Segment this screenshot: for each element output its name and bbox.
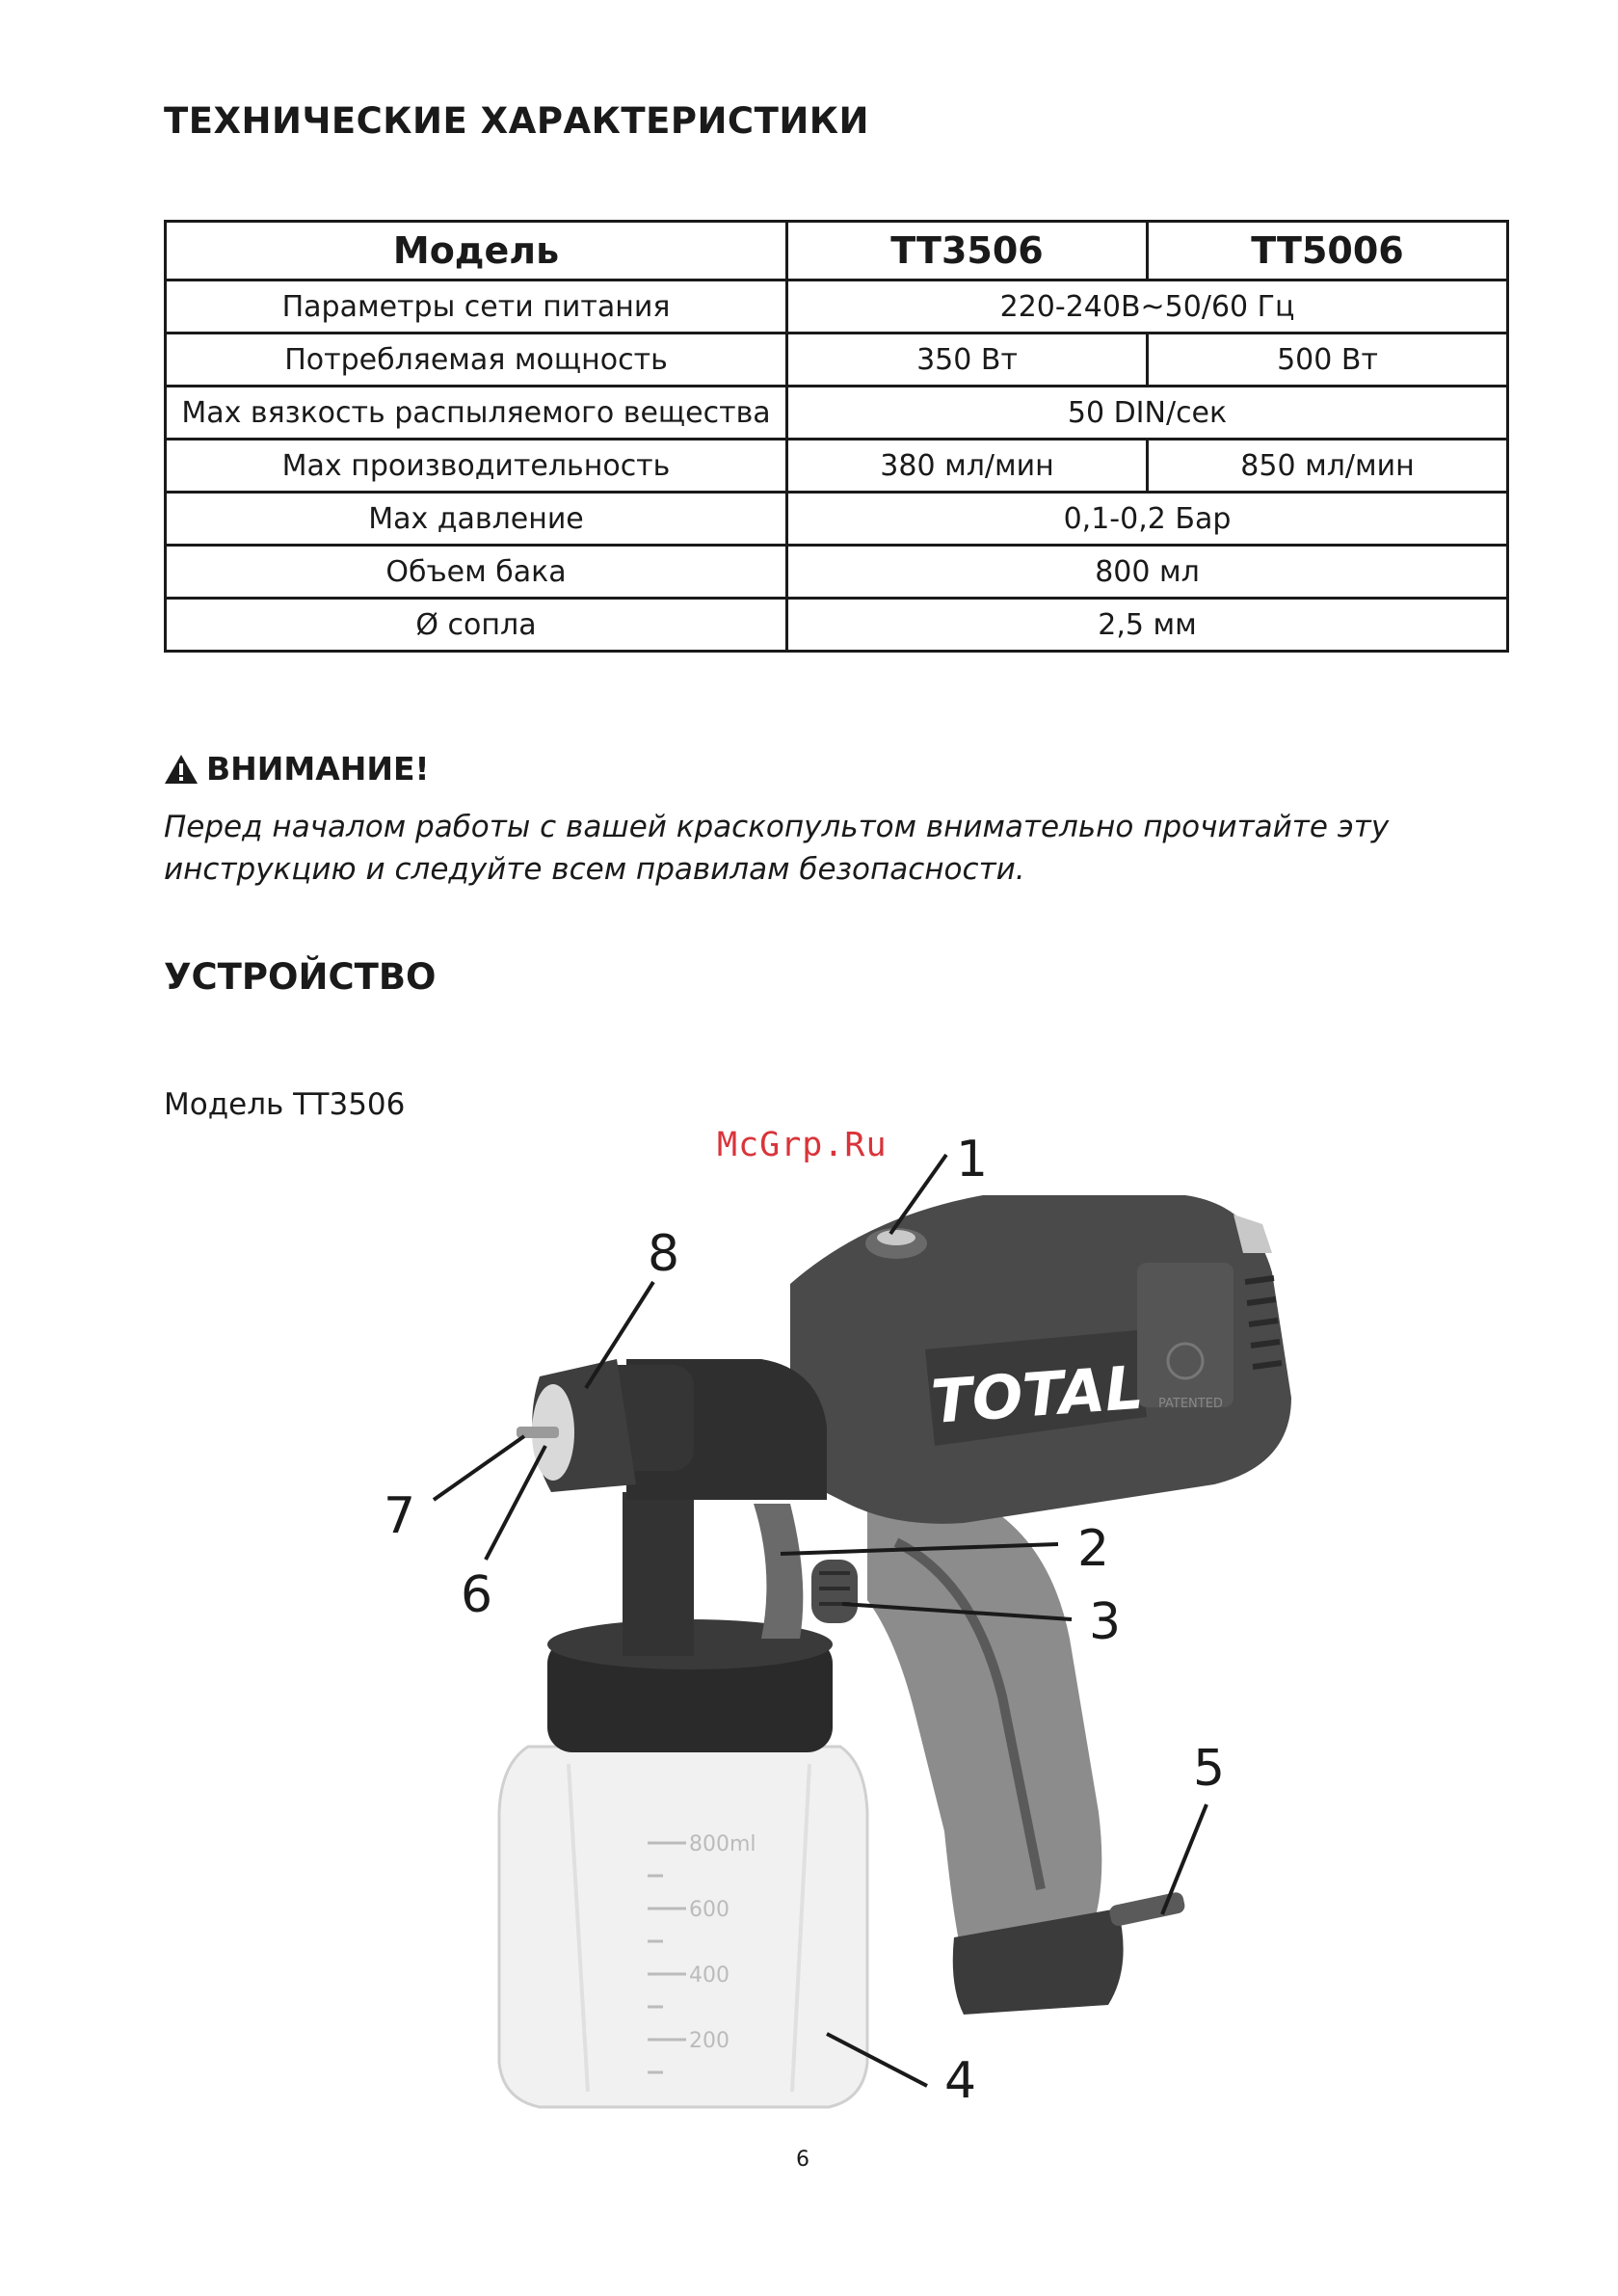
flow-adjust-knob <box>811 1560 858 1623</box>
spray-barrel <box>517 1359 827 1500</box>
header-tt5006: TT5006 <box>1148 222 1508 280</box>
paint-tank <box>499 1747 867 2107</box>
patent-mark: PATENTED <box>1158 1397 1223 1411</box>
tank-scale-label: 200 <box>689 2029 729 2053</box>
value-cell-tt3506: 350 Вт <box>787 334 1148 387</box>
param-cell: Потребляемая мощность <box>166 334 787 387</box>
value-cell-tt5006: 850 мл/мин <box>1148 440 1508 493</box>
tank-scale-label: 800ml <box>689 1832 756 1856</box>
value-cell: 2,5 мм <box>787 599 1508 652</box>
header-model: Модель <box>166 222 787 280</box>
warning-text: Перед началом работы с вашей краскопультом внимательно прочитайте эту инструкцию и следуйте всем правилам безопасности. <box>164 810 1390 887</box>
callout-4: 4 <box>944 2052 977 2110</box>
value-cell-tt5006: 500 Вт <box>1148 334 1508 387</box>
value-cell-tt3506: 380 мл/мин <box>787 440 1148 493</box>
callout-line-6 <box>486 1446 545 1560</box>
callout-2: 2 <box>1077 1520 1110 1578</box>
header-tt3506: TT3506 <box>787 222 1148 280</box>
callout-1: 1 <box>956 1131 989 1188</box>
callout-line-5 <box>1162 1804 1207 1914</box>
power-cord <box>1108 1891 1186 1928</box>
tank-scale-label: 600 <box>689 1898 729 1922</box>
callout-8: 8 <box>648 1225 680 1283</box>
page-number: 6 <box>796 2148 809 2172</box>
model-caption: Модель TT3506 <box>164 1087 406 1122</box>
tank-scale-label: 400 <box>689 1963 729 1988</box>
callout-line-7 <box>434 1436 524 1500</box>
param-cell: Ø сопла <box>166 599 787 652</box>
param-cell: Max давление <box>166 493 787 546</box>
callout-3: 3 <box>1089 1593 1122 1651</box>
value-cell: 220-240В~50/60 Гц <box>787 280 1508 334</box>
param-cell: Max вязкость распыляемого вещества <box>166 387 787 440</box>
watermark: McGrp.Ru <box>717 1126 888 1164</box>
motor-housing <box>790 1195 1291 1524</box>
intake-tube <box>623 1492 694 1656</box>
param-cell: Объем бака <box>166 546 787 599</box>
handle-grip <box>867 1504 1124 2015</box>
callout-7: 7 <box>384 1487 416 1545</box>
value-cell: 800 мл <box>787 546 1508 599</box>
brand-logo: TOTAL <box>928 1351 1146 1437</box>
trigger <box>754 1504 803 1639</box>
warning-title: ВНИМАНИЕ! <box>206 750 430 788</box>
param-cell: Параметры сети питания <box>166 280 787 334</box>
section-title-specs: ТЕХНИЧЕСКИЕ ХАРАКТЕРИСТИКИ <box>164 100 869 142</box>
value-cell: 0,1-0,2 Бар <box>787 493 1508 546</box>
section-title-device: УСТРОЙСТВО <box>164 956 437 998</box>
callout-5: 5 <box>1193 1740 1226 1798</box>
value-cell: 50 DIN/сек <box>787 387 1508 440</box>
callout-6: 6 <box>461 1566 493 1624</box>
param-cell: Max производительность <box>166 440 787 493</box>
